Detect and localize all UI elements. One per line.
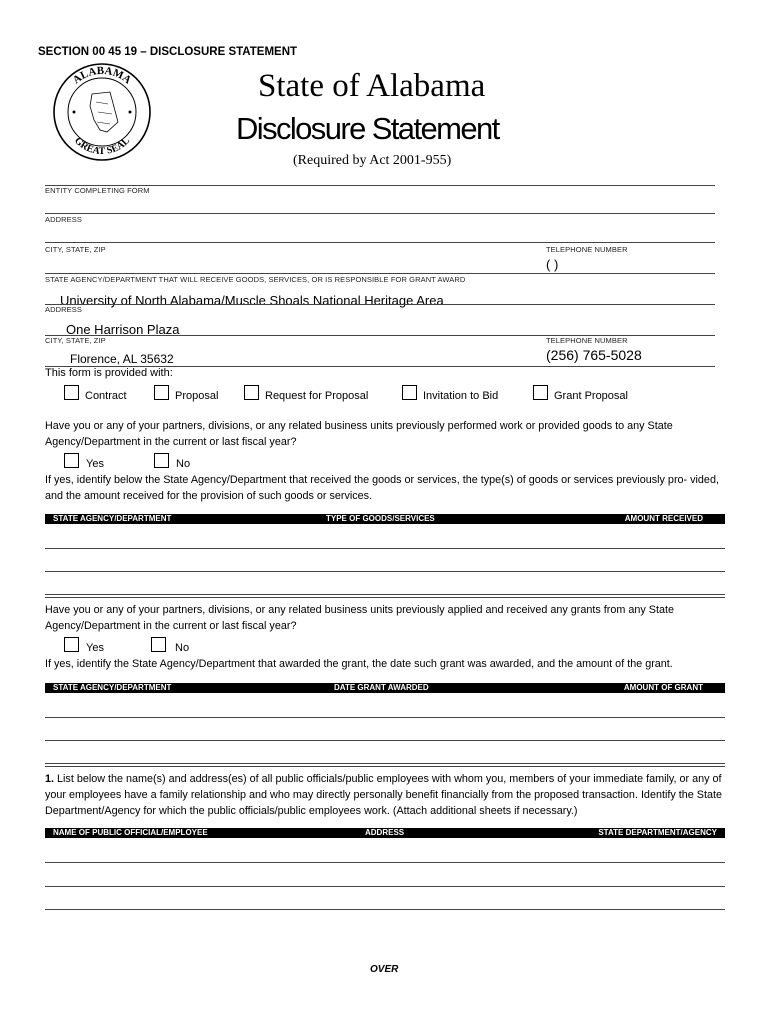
q3-col-address: ADDRESS [365, 828, 405, 837]
q1-col-agency: STATE AGENCY/DEPARTMENT [53, 514, 172, 523]
svg-text:GREAT SEAL [72, 135, 132, 157]
item-text: List below the name(s) and address(es) of all public officials/public employees with whom you, members of your immediate family, or any of your employees have a family relationship and who may directly personally benefit financially from the proposed transaction. Identify the State Department/Agency for which the public officials/public employees work. (Attach additional sheets if necessary.) [45, 773, 722, 817]
q1-no-label: No [176, 458, 191, 470]
question2-instruction: If yes, identify the State Agency/Department that awarded the grant, the date such grant was awarded, and the amount of the grant. [45, 658, 673, 670]
public-officials-item [45, 771, 725, 819]
entity-field-line[interactable] [45, 213, 715, 214]
q2-row-line[interactable] [45, 763, 725, 764]
q1-row-line [45, 597, 725, 598]
section-heading: SECTION 00 45 19 – DISCLOSURE STATEMENT [38, 46, 298, 58]
question1-instruction: If yes, identify below the State Agency/Department that received the goods or services, the type(s) of goods or services previously pro- vided, and the amount received for the provision of such goods or services. [45, 474, 719, 502]
q2-col-amount: AMOUNT OF GRANT [623, 683, 703, 692]
q3-row-line[interactable] [45, 909, 725, 910]
grant-proposal-checkbox[interactable] [533, 385, 548, 400]
proposal-checkbox[interactable] [154, 385, 169, 400]
page-title-line1: State of Alabama [258, 68, 486, 104]
question1-text: Have you or any of your partners, divisions, or any related business units previously performed work or provided goods to any State Agency/Department in the current or last fiscal year? [45, 420, 673, 448]
address-label: ADDRESS [45, 215, 82, 224]
item-number: 1. [45, 773, 55, 785]
address-field-line[interactable] [45, 242, 715, 243]
q2-no-label: No [175, 642, 190, 654]
page-title-line2: Disclosure Statement [236, 111, 499, 146]
svg-text:ALABAMA [71, 65, 134, 87]
q1-yes-checkbox[interactable] [64, 453, 79, 468]
q2-row-line [45, 766, 725, 767]
agency-telephone-value[interactable]: (256) 765-5028 [546, 347, 642, 363]
q2-yes-label: Yes [86, 642, 104, 654]
agency-address-value[interactable]: One Harrison Plaza [66, 322, 180, 337]
q1-col-type: TYPE OF GOODS/SERVICES [326, 514, 435, 523]
q3-col-agency: STATE DEPARTMENT/AGENCY [598, 828, 717, 837]
q1-row-line[interactable] [45, 548, 725, 549]
page-subtitle: (Required by Act 2001-955) [293, 153, 452, 168]
q1-no-checkbox[interactable] [154, 453, 169, 468]
q2-col-agency: STATE AGENCY/DEPARTMENT [53, 683, 172, 692]
agency-field-line [45, 304, 715, 305]
q3-table-header [45, 828, 725, 838]
proposal-option-label: Proposal [175, 390, 219, 402]
city-field-line[interactable] [45, 273, 715, 274]
provided-label: This form is provided with: [45, 367, 173, 379]
q1-table-header [45, 514, 725, 524]
q2-table-header [45, 683, 725, 693]
q2-row-line[interactable] [45, 740, 725, 741]
rfp-checkbox[interactable] [244, 385, 259, 400]
q1-row-line[interactable] [45, 571, 725, 572]
itb-checkbox[interactable] [402, 385, 417, 400]
question2-text: Have you or any of your partners, divisions, or any related business units previously applied and received any grants from any State Agency/Department in the current or last fiscal year? [45, 604, 674, 632]
over-label: OVER [370, 964, 399, 975]
itb-option-label: Invitation to Bid [423, 390, 499, 402]
contract-option-label: Contract [85, 390, 127, 402]
telephone-field[interactable]: ( ) [546, 257, 559, 272]
q1-yes-label: Yes [86, 458, 104, 470]
seal-bottom-text: GREAT SEAL [71, 135, 133, 158]
q3-row-line[interactable] [45, 862, 725, 863]
agency-value[interactable]: University of North Alabama/Muscle Shoals National Heritage Area [60, 293, 444, 308]
q2-no-checkbox[interactable] [151, 637, 166, 652]
rfp-option-label: Request for Proposal [265, 390, 369, 402]
q2-yes-checkbox[interactable] [64, 637, 79, 652]
agency-address-label: ADDRESS [45, 305, 82, 314]
entity-label: ENTITY COMPLETING FORM [45, 186, 150, 195]
q3-col-name: NAME OF PUBLIC OFFICIAL/EMPLOYEE [53, 828, 208, 837]
seal-top-text: ALABAMA [70, 64, 134, 87]
telephone-label: TELEPHONE NUMBER [546, 245, 628, 254]
q1-col-amount: AMOUNT RECEIVED [624, 514, 703, 523]
agency-city-value[interactable]: Florence, AL 35632 [70, 352, 174, 366]
grant-proposal-option-label: Grant Proposal [554, 390, 628, 402]
q3-row-line[interactable] [45, 886, 725, 887]
q2-row-line[interactable] [45, 717, 725, 718]
q2-col-date: DATE GRANT AWARDED [334, 683, 429, 692]
agency-label: STATE AGENCY/DEPARTMENT THAT WILL RECEIVE GOODS, SERVICES, OR IS RESPONSIBLE FOR GRANT AWARD [45, 275, 466, 284]
agency-city-label: CITY, STATE, ZIP [45, 336, 106, 345]
q1-row-line[interactable] [45, 594, 725, 595]
city-label: CITY, STATE, ZIP [45, 245, 106, 254]
state-seal-icon [52, 62, 152, 162]
agency-telephone-label: TELEPHONE NUMBER [546, 336, 628, 345]
contract-checkbox[interactable] [64, 385, 79, 400]
